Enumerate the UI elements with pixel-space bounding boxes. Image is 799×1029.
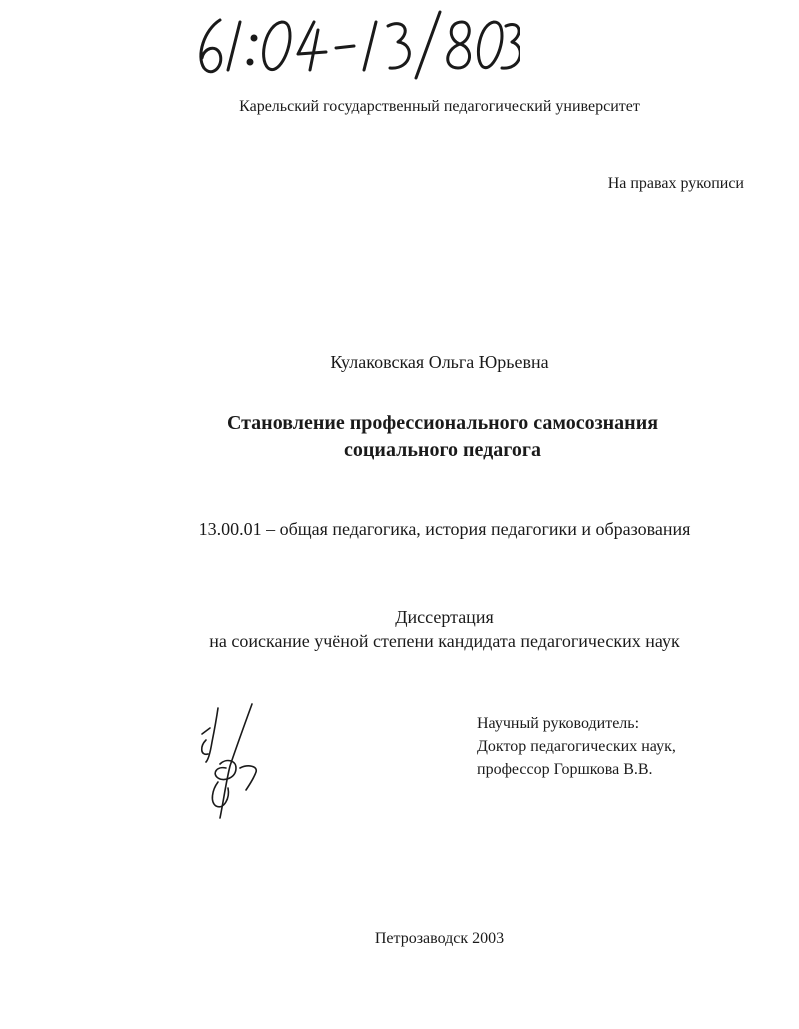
supervisor-name: профессор Горшкова В.В. <box>477 761 653 778</box>
city-year: Петрозаводск 2003 <box>374 930 505 947</box>
supervisor-label: Научный руководитель: <box>477 715 640 732</box>
title-line-1: Становление профессионального самосознания <box>226 412 659 434</box>
supervisor-degree: Доктор педагогических наук, <box>477 738 676 755</box>
university-name: Карельский государственный педагогический университет <box>239 98 640 115</box>
handwritten-archive-number <box>190 8 520 80</box>
document-type-label: Диссертация <box>395 607 494 627</box>
author-name: Кулаковская Ольга Юрьевна <box>330 352 549 372</box>
rights-note: На правах рукописи <box>607 175 744 192</box>
supervisor-block <box>477 712 676 781</box>
title-line-2: социального педагога <box>344 439 541 461</box>
signature-image <box>196 702 276 822</box>
dissertation-title <box>0 410 799 464</box>
degree-purpose: на соискание учёной степени кандидата педагогических наук <box>209 631 680 651</box>
specialty-code: 13.00.01 – общая педагогика, история педагогики и образования <box>198 519 691 539</box>
